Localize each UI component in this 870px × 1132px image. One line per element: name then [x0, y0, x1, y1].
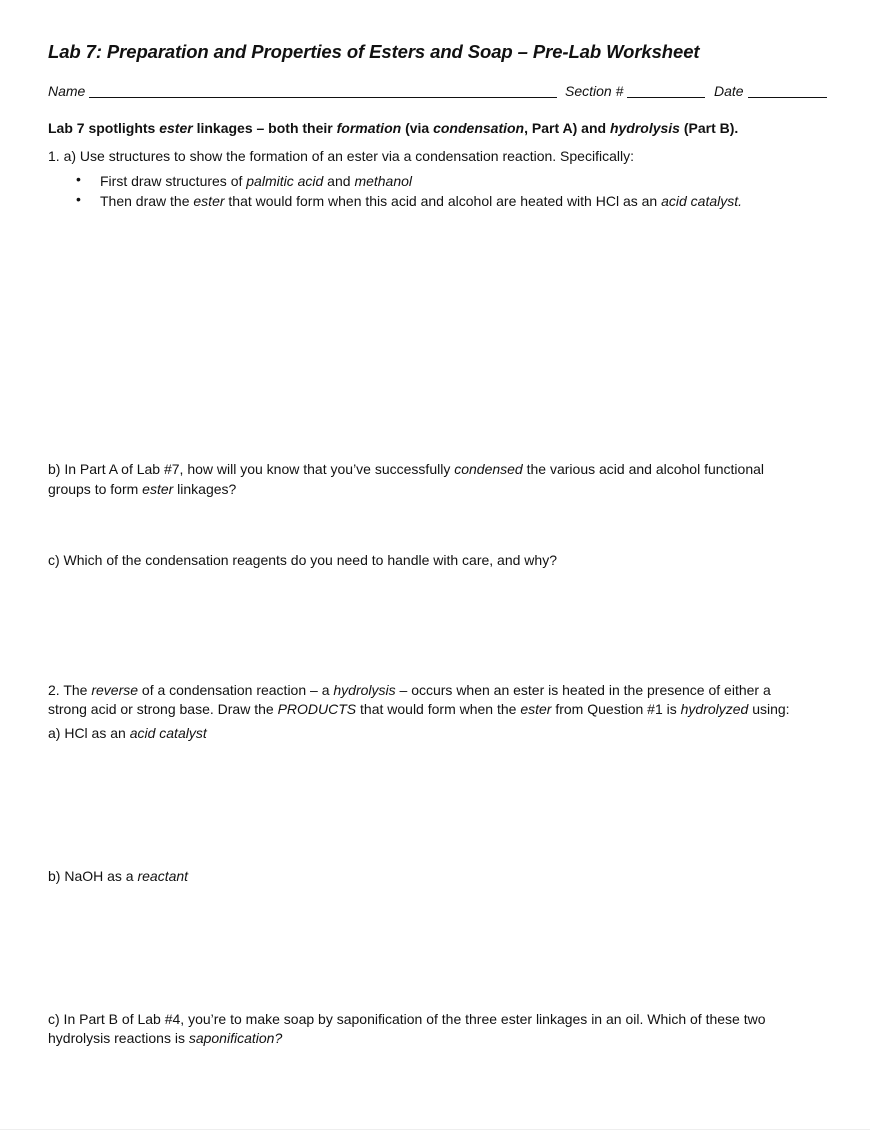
intro-text-4: formation: [336, 120, 402, 136]
bullet-1-text-2: palmitic acid: [246, 173, 324, 189]
intro-text-6: condensation: [433, 120, 525, 136]
bullet-1-text-4: methanol: [354, 173, 413, 189]
q1b-text-5: ester: [142, 481, 174, 497]
bullet-2-text-1: Then draw the: [100, 193, 194, 209]
intro-text-7: , Part A) and: [524, 120, 610, 136]
question-2b: [48, 866, 188, 886]
q2-text-3: of a condensation reaction – a: [138, 682, 334, 698]
q2c-text-2: hydrolysis reactions is: [48, 1030, 189, 1046]
q1b-text-6: linkages?: [173, 481, 237, 497]
question-2c-line-2: [48, 1028, 282, 1048]
intro-statement: [48, 118, 738, 138]
intro-text-1: Lab 7 spotlights: [48, 120, 160, 136]
question-1b-line-2: [48, 479, 236, 499]
q2-text-10: from Question #1 is: [551, 701, 681, 717]
bullet-icon: •: [76, 191, 81, 207]
name-field-line[interactable]: [89, 97, 557, 98]
bullet-2-text-2: ester: [193, 193, 225, 209]
bullet-2-text-4: acid catalyst.: [661, 193, 743, 209]
intro-text-3: linkages – both their: [192, 120, 337, 136]
intro-text-5: (via: [401, 120, 434, 136]
q2-text-9: ester: [520, 701, 552, 717]
page-bottom-divider: [0, 1129, 870, 1130]
question-1b: [48, 459, 764, 479]
question-2a: [48, 723, 207, 743]
q2-text-4: hydrolysis: [333, 682, 396, 698]
question-2-intro-line-2: [48, 699, 790, 719]
q2a-text-2: acid catalyst: [129, 725, 207, 741]
q2c-text-3: saponification?: [188, 1030, 283, 1046]
question-2c: c) In Part B of Lab #4, you’re to make soap by saponification of the three ester linkages in an oil. Which of these two: [48, 1011, 766, 1027]
q2b-text-1: b) NaOH as a: [48, 868, 138, 884]
q2-text-1: 2. The: [48, 682, 92, 698]
q1b-text-3: the various acid and alcohol functional: [522, 461, 765, 477]
bullet-2-text-3: that would form when this acid and alcohol are heated with HCl as an: [224, 193, 662, 209]
name-label: Name: [48, 83, 86, 99]
page-title: Lab 7: Preparation and Properties of Esters and Soap – Pre-Lab Worksheet: [48, 41, 700, 62]
question-2-intro: [48, 680, 771, 700]
date-field-line[interactable]: [748, 97, 827, 98]
q2-text-12: using:: [748, 701, 790, 717]
bullet-1-text-3: and: [323, 173, 355, 189]
intro-text-2: ester: [159, 120, 193, 136]
q1b-text-1: b) In Part A of Lab #7, how will you know that you’ve successfully: [48, 461, 455, 477]
intro-text-8: hydrolysis: [609, 120, 680, 136]
bullet-1-text-1: First draw structures of: [100, 173, 247, 189]
q2-text-7: PRODUCTS: [277, 701, 357, 717]
date-label: Date: [714, 83, 744, 99]
q2-text-6: strong acid or strong base. Draw the: [48, 701, 278, 717]
section-label: Section #: [565, 83, 624, 99]
section-field-line[interactable]: [627, 97, 705, 98]
intro-text-9: (Part B).: [679, 120, 739, 136]
question-1c: c) Which of the condensation reagents do you need to handle with care, and why?: [48, 552, 557, 568]
q2a-text-1: a) HCl as an: [48, 725, 130, 741]
q1b-text-4: groups to form: [48, 481, 143, 497]
bullet-icon: •: [76, 171, 81, 187]
question-1a-bullet-1: [100, 171, 412, 191]
q2-text-11: hydrolyzed: [680, 701, 749, 717]
q1b-text-2: condensed: [454, 461, 523, 477]
q2-text-8: that would form when the: [356, 701, 521, 717]
q2-text-5: – occurs when an ester is heated in the presence of either a: [395, 682, 771, 698]
question-1a-bullet-2: [100, 191, 742, 211]
q2b-text-2: reactant: [137, 868, 189, 884]
q2-text-2: reverse: [91, 682, 139, 698]
question-1a: 1. a) Use structures to show the formation of an ester via a condensation reaction. Specifically:: [48, 148, 634, 164]
